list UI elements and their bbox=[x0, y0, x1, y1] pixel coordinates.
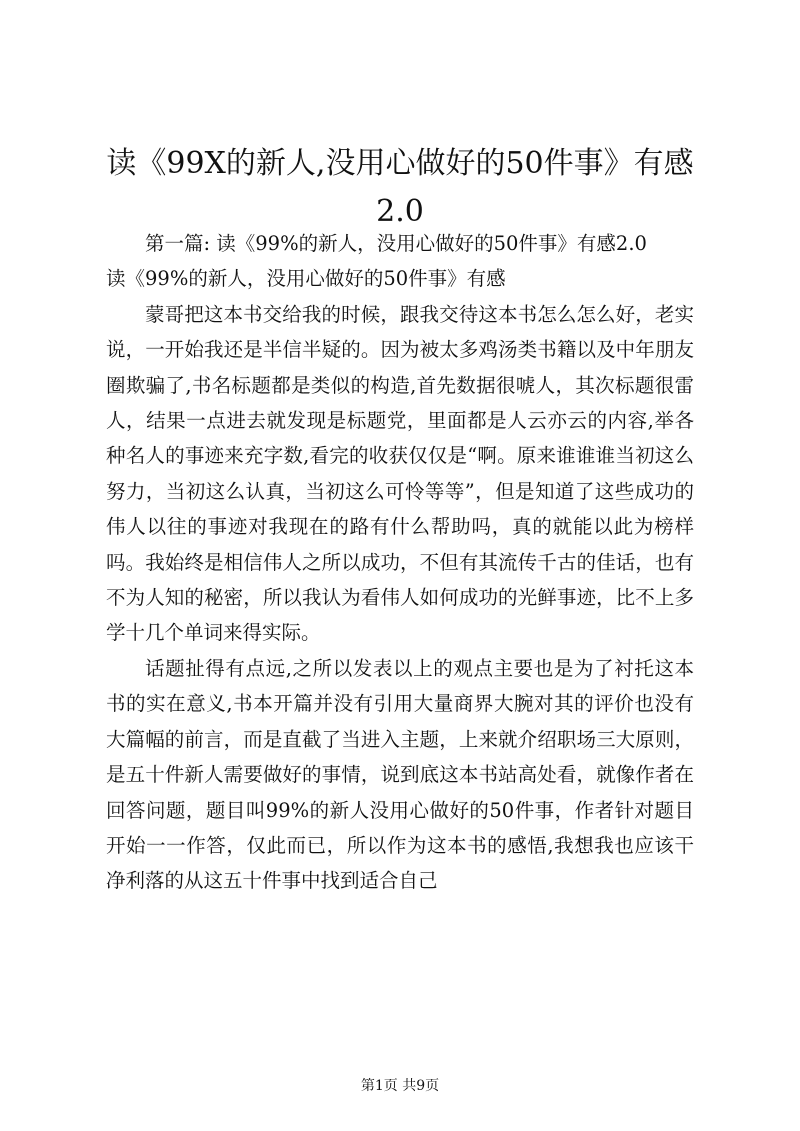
paragraph-first-section-heading: 第一篇: 读《99%的新人，没用心做好的50件事》有感2.0 bbox=[145, 232, 647, 255]
document-body bbox=[106, 226, 694, 899]
document-title: 读《99X的新人,没用心做好的50件事》有感2.0 bbox=[106, 146, 694, 229]
paragraph-body-2: 话题扯得有点远,之所以发表以上的观点主要也是为了衬托这本书的实在意义,书本开篇并没有引用大量商界大腕对其的评价也没有大篇幅的前言，而是直截了当进入主题，上来就介绍职场三大原则，是五十件新人需要做好的事情，说到底这本书站高处看，就像作者在回答问题，题目叫99%的新人没用心做好的50件事，作者针对题目开始一一作答，仅此而已，所以作为这本书的感悟,我想我也应该干净利落的从这五十件事中找到适合自己 bbox=[106, 656, 694, 893]
page-footer: 第1页 共9页 bbox=[360, 1078, 440, 1094]
paragraph-subtitle: 读《99%的新人，没用心做好的50件事》有感 bbox=[106, 267, 506, 291]
paragraph-body-1: 蒙哥把这本书交给我的时候，跟我交待这本书怎么怎么好，老实说，一开始我还是半信半疑的。因为被太多鸡汤类书籍以及中年朋友圈欺骗了,书名标题都是类似的构造,首先数据很唬人，其次标题很雷人，结果一点进去就发现是标题党，里面都是人云亦云的内容,举各种名人的事迹来充字数,看完的收获仅仅是“啊。原来谁谁谁当初这么努力，当初这么认真，当初这么可怜等等”，但是知道了这些成功的伟人以往的事迹对我现在的路有什么帮助吗，真的就能以此为榜样吗。我始终是相信伟人之所以成功，不但有其流传千古的佳话，也有不为人知的秘密，所以我认为看伟人如何成功的光鲜事迹，比不上多学十几个单词来得实际。 bbox=[106, 302, 694, 645]
